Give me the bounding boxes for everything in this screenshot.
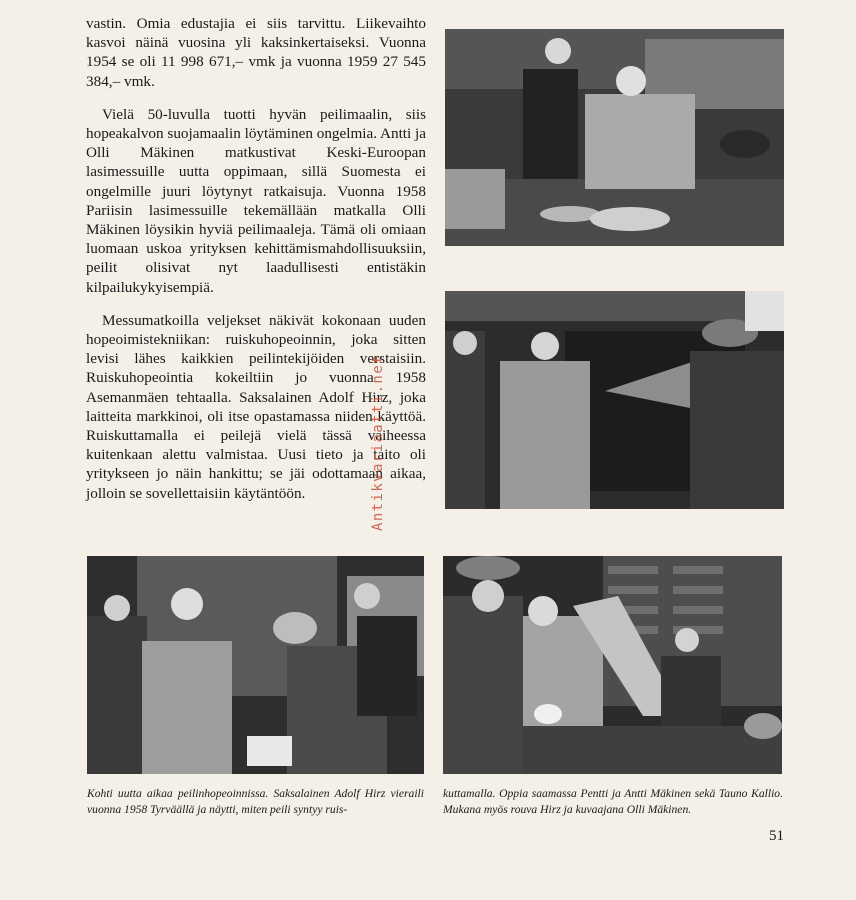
photo-spray-demonstration [445,291,784,509]
paragraph-2: Vielä 50-luvulla tuotti hyvän peilimaalin, siis hopeakalvon suojamaalin löytäminen ongelmia. Antti ja Olli Mäkinen matkustivat Keski-Euroopan lasimessuille uutta oppimaan, sillä Suomesta ei ongelmille juuri löytynyt ratkaisuja. Vuonna 1958 Pariisin lasimessuille tekemällään matkalla Olli Mäkinen löysikin hyviä peilimaaleja. Tämä oli omiaan luomaan uskoa yrityksen kehittämismahdollisuuksiin, peilit olisivat nyt laadullisesti entistäkin kilpailukykyisempiä. [86,105,426,296]
paragraph-3: Messumatkoilla veljekset näkivät kokonaan uuden hopeoimistekniikan: ruiskuhopeoinnin, joka sitten levisi lähes kaikkien peilintekijöiden verstaisiin. Ruiskuhopeointia kokeiltiin jo vuonna 1958 Asemanmäen tehtaalla. Saksalainen Adolf Hirz, joka laitteita markkinoi, oli itse opastamassa niiden käyttöä. Ruiskuttamalla ei peilejä vielä tässä vaiheessa kuitenkaan alettu valmistaa. Uusi tieto ja taito oli yritykseen jo näin hankittu; se jäi odottamaan aikaa, jolloin se sovellettaisiin käytäntöön. [86,311,426,502]
photo-inspecting-mirror [443,556,782,774]
caption-left: Kohti uutta aikaa peilinhopeoinnissa. Saksalainen Adolf Hirz vieraili vuonna 1958 Tyrväällä ja näytti, miten peili syntyy ruis- [87,787,424,816]
caption-right: kuttamalla. Oppia saamassa Pentti ja Antti Mäkinen sekä Tauno Kallio. Mukana myös rouva Hirz ja kuvaajana Olli Mäkinen. [443,787,783,816]
photo-reading-manual [87,556,424,774]
photo-workshop-bench [445,29,784,246]
watermark: Antikvariaatti.net [370,354,386,531]
page-number: 51 [769,828,784,844]
paragraph-1: vastin. Omia edustajia ei siis tarvittu. Liikevaihto kasvoi näinä vuosina yli kaksinkertaiseksi. Vuonna 1954 se oli 11 998 671,– vmk ja vuonna 1959 27 545 384,– vmk. [86,15,426,90]
